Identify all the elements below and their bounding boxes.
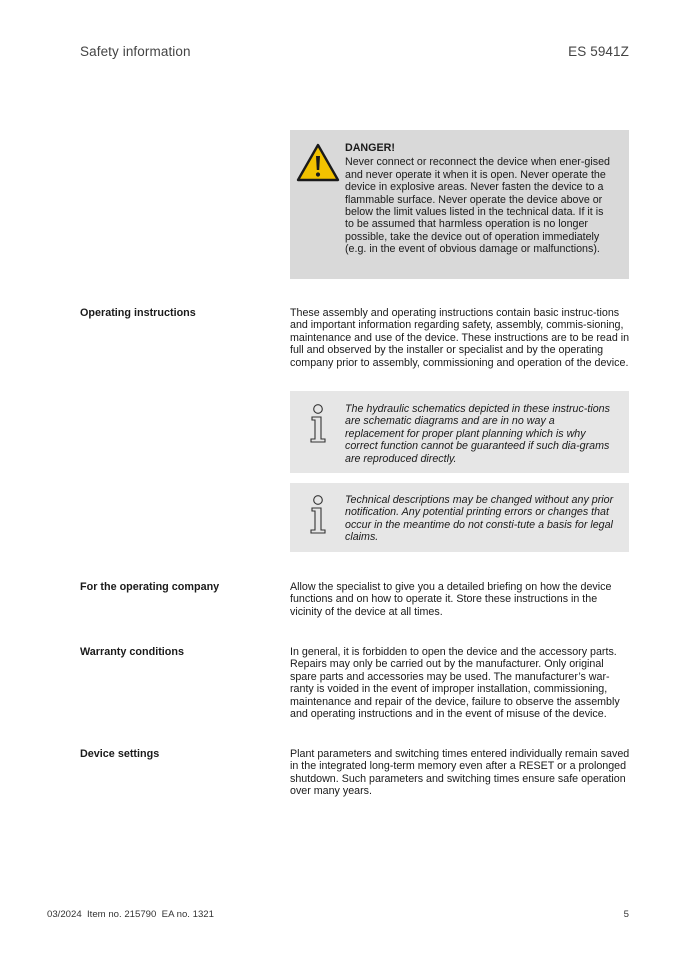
warranty-label: Warranty conditions bbox=[80, 646, 184, 658]
info-icon bbox=[307, 404, 329, 444]
header-model: ES 5941Z bbox=[568, 44, 629, 59]
header-section-title: Safety information bbox=[80, 44, 191, 59]
device-settings-text: Plant parameters and switching times entered individually remain saved in the integrated long-term memory even after a RESET or a prolonged shutdown. Such parameters and switching times ensure safe operation over many years. bbox=[290, 748, 630, 798]
note-schematics-text: The hydraulic schematics depicted in these instruc-tions are schematic diagrams and are in no way a replacement for proper plant planning which is why correct function cannot be guaranteed if such dia-grams are reproduced directly. bbox=[345, 403, 610, 465]
info-icon bbox=[307, 495, 329, 535]
operating-company-text: Allow the specialist to give you a detailed briefing on how the device functions and on how to operate it. Store these instructions in the vicinity of the device at all times. bbox=[290, 581, 612, 618]
warning-triangle-icon bbox=[296, 143, 340, 183]
note-technical bbox=[290, 483, 629, 552]
warranty-text: In general, it is forbidden to open the device and the accessory parts. Repairs may only be carried out by the manufacturer. Only original spare parts and accessories may be used. The manufacturer’s war-ranty is voided in the event of improper installation, commissioning, maintenance and repair of the device, failure to observe the assembly and operating instructions and in the event of misuse of the device. bbox=[290, 646, 620, 721]
note-schematics bbox=[290, 391, 629, 473]
operating-instructions-label: Operating instructions bbox=[80, 307, 196, 319]
danger-title: DANGER! bbox=[345, 142, 395, 154]
operating-instructions-text: These assembly and operating instructions contain basic instruc-tions and important information regarding safety, assembly, commis-sioning, maintenance and use of the device. These instructions are to be read in full and observed by the installer or specialist and by the operating company prior to assembly, commissioning and operation of the device. bbox=[290, 307, 630, 369]
device-settings-label: Device settings bbox=[80, 748, 160, 760]
danger-notice bbox=[290, 130, 629, 279]
note-technical-text: Technical descriptions may be changed without any prior notification. Any potential printing errors or changes that occur in the meantime do not consti-tute a basis for legal claims. bbox=[345, 494, 614, 544]
operating-company-label: For the operating company bbox=[80, 581, 220, 593]
danger-text: Never connect or reconnect the device when ener-gised and never operate it when it is open. Never operate the device in explosive areas. Never fasten the device to a flammable surface. Never operate the device above or below the limit values listed in the technical data. If it is to be assumed that harmless operation is no longer possible, take the device out of operation immediately (e.g. in the event of obvious damage or malfunctions). bbox=[345, 156, 610, 256]
page-number: 5 bbox=[623, 909, 629, 920]
footer-info: 03/2024 Item no. 215790 EA no. 1321 bbox=[47, 909, 214, 920]
